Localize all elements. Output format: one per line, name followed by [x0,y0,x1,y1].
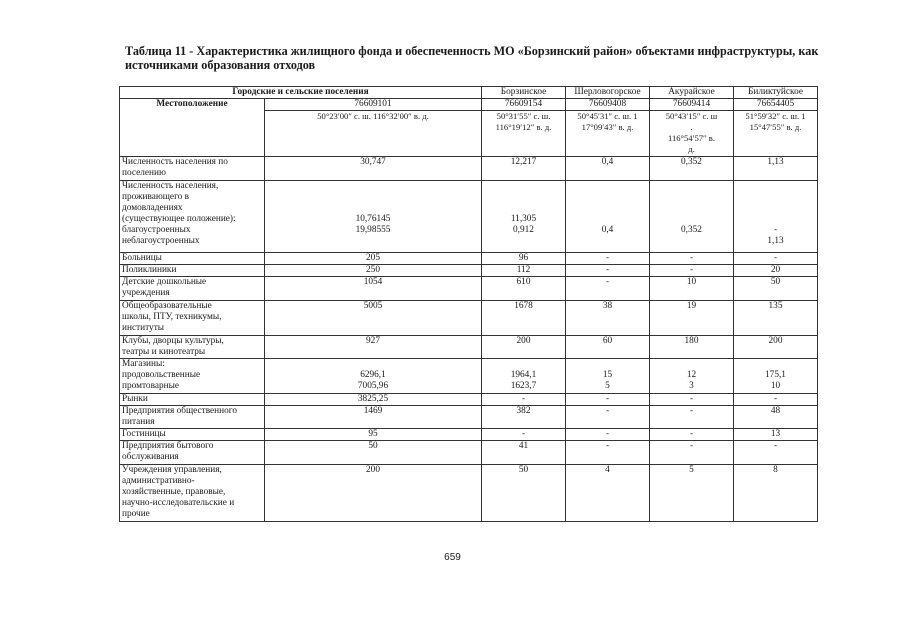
value-cell [650,429,734,441]
row-label [120,253,265,265]
header-row [120,87,818,99]
row-label [120,157,265,181]
value-cell [650,394,734,406]
value-line: 0,4 [601,225,614,235]
value-line: 0,912 [513,225,534,235]
value-cell [265,429,482,441]
value-line [568,214,647,225]
value-cell [734,406,818,429]
coord-line: д. [688,144,695,154]
value-line: 610 [516,277,531,287]
row-label-line: Больницы [122,253,162,263]
row-label [120,265,265,277]
row-label-line: научно-исследовательские и [122,498,235,508]
value-line [484,359,563,370]
value-line: 205 [366,253,380,263]
row-label-line: обслуживания [122,452,179,462]
value-line: 1469 [363,406,383,416]
value-line: 1678 [514,301,533,311]
value-cell [265,157,482,181]
coord-line: 17°09′43″ в. д. [581,122,634,132]
row-label-line: домовладениях [122,203,183,213]
location-coords [482,111,566,157]
value-line: 95 [368,429,378,439]
value-cell [650,406,734,429]
value-cell [566,441,650,465]
value-cell [265,277,482,301]
value-line: 3825,25 [357,394,389,404]
row-label-line: Численность населения, [122,181,219,191]
value-cell [265,359,482,394]
value-line [568,359,647,370]
value-line: 13 [770,429,781,439]
row-label [120,429,265,441]
row-label-line: Магазины: [122,359,165,369]
location-code: 76609414 [650,99,734,111]
location-code: 76609154 [482,99,566,111]
value-cell [482,465,566,522]
value-line: 50 [770,277,781,287]
value-line [736,192,815,203]
column-header: Акурайское [650,87,734,99]
value-line: - [773,441,778,451]
coord-line: 50°45′31″ с. ш. 1 [577,111,638,121]
value-cell [566,181,650,253]
value-line [652,214,731,225]
row-label-line: Поликлиники [122,265,177,275]
value-line: 0,4 [601,157,614,167]
value-cell [566,277,650,301]
row-label-line: Численность населения по [122,157,228,167]
table-title: Таблица 11 - Характеристика жилищного фонда и обеспеченность МО «Борзинский район» объектами инфраструктуры, как источниками образования отходов [125,44,819,72]
value-line: - [521,394,526,404]
value-cell [566,394,650,406]
table-row [120,265,818,277]
value-line [484,236,563,247]
row-label-line: Детские дошкольные [122,277,207,287]
value-cell [566,359,650,394]
value-line: 19,98555 [355,225,391,235]
value-line: 12 [686,370,697,380]
value-cell [566,429,650,441]
row-label [120,441,265,465]
value-cell [482,277,566,301]
value-cell [734,359,818,394]
value-line [652,192,731,203]
value-cell [650,277,734,301]
value-line [652,203,731,214]
value-line: 20 [770,265,781,275]
value-line: - [689,429,694,439]
value-line: - [689,441,694,451]
value-line [267,359,479,370]
value-line: 135 [768,301,783,311]
value-line: 48 [770,406,781,416]
value-line: - [605,253,610,263]
row-label-line: административно- [122,476,195,486]
value-line: 1964,1 [510,370,537,380]
row-label-line: Гостиницы [122,429,166,439]
location-label: Местоположение [120,99,265,157]
table-row [120,253,818,265]
table-row [120,359,818,394]
value-line: 11,305 [510,214,537,224]
value-cell [734,441,818,465]
value-line: 30,747 [360,157,386,167]
row-label-line: продовольственные [122,370,201,380]
row-label-line: учреждения [122,288,170,298]
value-line: - [689,406,694,416]
value-line [652,236,731,247]
value-line: - [605,406,610,416]
value-cell [265,441,482,465]
value-line: - [521,429,526,439]
value-cell [265,465,482,522]
table-row [120,157,818,181]
value-cell [734,157,818,181]
value-cell [734,277,818,301]
table-row [120,336,818,359]
location-code: 76609408 [566,99,650,111]
value-line: - [605,394,610,404]
value-cell [482,265,566,277]
value-line: 1054 [363,277,383,287]
value-cell [734,265,818,277]
row-label [120,277,265,301]
column-header: Шерловогорское [566,87,650,99]
coord-line: 50°23′00″ с. ш. 116°32′00″ в. д. [317,111,429,121]
value-line: 0,352 [681,157,702,167]
value-cell [566,157,650,181]
value-line: 6296,1 [360,370,386,380]
value-line: 4 [605,465,610,475]
value-line [652,181,731,192]
value-line: 180 [684,336,699,346]
value-line: 10 [686,277,697,287]
row-label-line: хозяйственные, правовые, [122,487,226,497]
value-line [568,236,647,247]
location-coords [650,111,734,157]
table-row [120,181,818,253]
value-cell [482,406,566,429]
value-cell [566,465,650,522]
row-label-line: Учреждения управления, [122,465,222,475]
value-line: - [605,265,610,275]
row-label-line: институты [122,323,165,333]
coord-line: 50°31′55″ с. ш. [496,111,551,121]
value-line [736,203,815,214]
value-cell [482,157,566,181]
value-line: 5005 [363,301,383,311]
row-label-line: Предприятия бытового [122,441,214,451]
row-label-line: неблагоустроенных [122,236,200,246]
value-cell [265,336,482,359]
value-line: 38 [602,301,613,311]
row-label-line: благоустроенных [122,225,191,235]
value-line: 200 [366,465,380,475]
value-cell [734,181,818,253]
value-line: 1,13 [767,157,784,167]
location-coords [265,111,482,157]
table-row [120,394,818,406]
value-cell [265,181,482,253]
value-line: - [605,277,610,287]
row-label-line: проживающего в [122,192,190,202]
value-cell [734,301,818,336]
value-line [736,181,815,192]
value-line: 50 [518,465,529,475]
value-cell [566,253,650,265]
value-cell [734,394,818,406]
value-line: 96 [518,253,529,263]
value-cell [734,253,818,265]
value-line: 8 [773,465,778,475]
row-label-line: театры и кинотеатры [122,347,206,357]
table-row [120,301,818,336]
value-line: 200 [768,336,783,346]
coord-line: . [690,122,693,132]
value-line: 5 [689,465,694,475]
row-label-line: прочие [122,509,150,519]
value-cell [734,429,818,441]
value-cell [566,406,650,429]
value-cell [650,465,734,522]
value-line: 50 [368,441,378,451]
value-cell [265,265,482,277]
value-cell [566,301,650,336]
value-line [267,236,479,247]
value-cell [482,253,566,265]
coord-line: 50°43′15″ с. ш [665,111,718,121]
value-cell [482,394,566,406]
coord-line: 116°19′12″ в. д. [495,122,552,132]
value-cell [265,406,482,429]
value-cell [650,181,734,253]
value-line: 5 [605,381,610,391]
value-line: 41 [518,441,529,451]
row-label-line: Рынки [122,394,148,404]
row-label-line: школы, ПТУ, техникумы, [122,312,222,322]
infrastructure-table [119,86,818,522]
coord-line: 15°47′55″ в. д. [749,122,802,132]
value-cell [566,265,650,277]
row-label [120,301,265,336]
value-cell [650,157,734,181]
value-line [484,203,563,214]
value-line: - [605,429,610,439]
row-label [120,406,265,429]
value-line [568,192,647,203]
row-label [120,359,265,394]
value-cell [265,301,482,336]
value-line: 112 [516,265,531,275]
location-coords [734,111,818,157]
value-line: - [773,225,778,235]
row-label-line: промтоварные [122,381,179,391]
coord-line: 116°54′57″ в. [667,133,715,143]
location-code: 76654405 [734,99,818,111]
table-row [120,429,818,441]
value-line: 10 [770,381,781,391]
value-cell [482,441,566,465]
value-cell [482,301,566,336]
value-line: 927 [366,336,380,346]
value-line: - [689,394,694,404]
value-line [484,192,563,203]
value-line: - [773,253,778,263]
row-label-line: Общеобразовательные [122,301,212,311]
value-line: 10,76145 [355,214,391,224]
table-row [120,441,818,465]
value-line [267,181,479,192]
value-line [267,192,479,203]
row-label-line: питания [122,417,155,427]
value-cell [482,429,566,441]
value-line: 382 [516,406,531,416]
value-line: 200 [516,336,531,346]
value-line: 0,352 [681,225,702,235]
value-cell [482,336,566,359]
value-line: - [689,265,694,275]
row-label [120,465,265,522]
value-cell [482,359,566,394]
value-line: 60 [602,336,613,346]
value-line: 7005,96 [357,381,389,391]
value-line [568,203,647,214]
value-line [736,214,815,225]
value-cell [650,301,734,336]
value-cell [734,336,818,359]
value-cell [265,253,482,265]
value-line: - [773,394,778,404]
page-number: 659 [444,552,461,563]
value-line: 3 [689,381,694,391]
value-line: - [605,441,610,451]
value-cell [650,265,734,277]
row-label [120,336,265,359]
value-line: 175,1 [765,370,786,380]
table-row [120,465,818,522]
value-line: 1623,7 [510,381,537,391]
value-cell [650,253,734,265]
value-cell [650,336,734,359]
value-line: 1,13 [767,236,784,246]
value-cell [734,465,818,522]
value-line: - [689,253,694,263]
row-label [120,181,265,253]
value-line: 250 [366,265,380,275]
row-label [120,394,265,406]
location-code: 76609101 [265,99,482,111]
value-line [568,181,647,192]
value-cell [482,181,566,253]
row-label-line: поселению [122,168,166,178]
value-line [484,181,563,192]
column-header: Борзинское [482,87,566,99]
value-line [736,359,815,370]
row-label-line: (существующее положение): [122,214,236,224]
value-cell [566,336,650,359]
value-line: 15 [602,370,613,380]
value-line [652,359,731,370]
row-label-line: Предприятия общественного [122,406,237,416]
group-header: Городские и сельские поселения [120,87,482,99]
value-cell [650,441,734,465]
value-line [267,203,479,214]
row-label-line: Клубы, дворцы культуры, [122,336,224,346]
table-row [120,277,818,301]
location-code-row [120,99,818,111]
value-cell [650,359,734,394]
column-header: Биликтуйское [734,87,818,99]
coord-line: 51°59′32″ с. ш. 1 [745,111,806,121]
value-line: 12,217 [510,157,537,167]
value-cell [265,394,482,406]
table-row [120,406,818,429]
location-coords [566,111,650,157]
value-line: 19 [686,301,697,311]
